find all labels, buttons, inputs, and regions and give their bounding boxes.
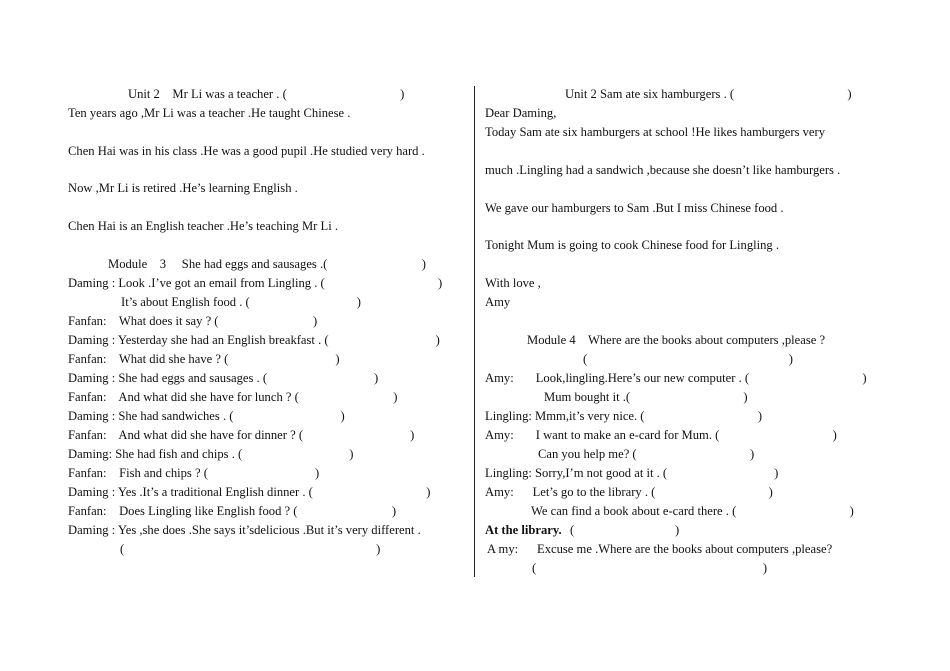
library-heading: At the library. [485,523,562,537]
dialogue-line: Lingling: Mmm,it’s very nice. ( ) [485,409,763,423]
dialogue-line: Lingling: Sorry,I’m not good at it . ( ) [485,466,779,480]
right-module-bracket: ( ) [583,352,793,366]
dialogue-line: Daming : Yesterday she had an English breakfast . ( ) [68,333,440,347]
dialogue-line: Daming : She had sandwiches . ( ) [68,409,345,423]
dialogue-line: Mum bought it .( ) [544,390,748,404]
letter-line: Amy [485,295,511,309]
dialogue-line: A my: Excuse me .Where are the books about computers ,please? [487,542,833,556]
dialogue-line: Fanfan: Does Lingling like English food ? ( ) [68,504,397,518]
left-unit-title: Unit 2 Mr Li was a teacher . ( ) [128,87,405,101]
dialogue-line: Daming : She had eggs and sausages . ( ) [68,371,379,385]
dialogue-line: Fanfan: What does it say ? ( ) [68,314,318,328]
dialogue-line: Daming: She had fish and chips . ( ) [68,447,354,461]
dialogue-line: Daming : Yes ,she does .She says it’sdelicious .But it’s very different . [68,523,421,537]
right-module-title: Module 4 Where are the books about computers ,please ? [527,333,826,347]
left-unit-line: Ten years ago ,Mr Li was a teacher .He taught Chinese . [68,106,351,120]
dialogue-line: Amy: Look,lingling.Here’s our new computer . ( ) [485,371,867,385]
dialogue-line: Fanfan: What did she have ? ( ) [68,352,340,366]
left-unit-line: Now ,Mr Li is retired .He’s learning English . [68,181,298,195]
letter-line: Tonight Mum is going to cook Chinese food for Lingling . [485,238,780,252]
dialogue-line: Amy: I want to make an e-card for Mum. ( ) [485,428,837,442]
column-divider [474,86,475,577]
library-bracket: ( ) [570,523,680,537]
letter-line: Dear Daming, [485,106,557,120]
dialogue-line: It’s about English food . ( ) [121,295,361,309]
letter-line: We gave our hamburgers to Sam .But I miss Chinese food . [485,201,784,215]
dialogue-line: Daming : Yes .It’s a traditional English dinner . ( ) [68,485,431,499]
dialogue-line: Fanfan: And what did she have for lunch ? ( ) [68,390,398,404]
dialogue-line: ( ) [120,542,381,556]
left-unit-line: Chen Hai is an English teacher .He’s teaching Mr Li . [68,219,338,233]
dialogue-line: Fanfan: And what did she have for dinner ? ( ) [68,428,415,442]
letter-line: much .Lingling had a sandwich ,because she doesn’t like hamburgers . [485,163,841,177]
right-unit-title: Unit 2 Sam ate six hamburgers . ( ) [565,87,852,101]
dialogue-line: ( ) [532,561,768,575]
left-unit-line: Chen Hai was in his class .He was a good pupil .He studied very hard . [68,144,425,158]
letter-line: Today Sam ate six hamburgers at school !He likes hamburgers very [485,125,825,139]
letter-line: With love , [485,276,541,290]
left-module-title: Module 3 She had eggs and sausages .( ) [108,257,426,271]
dialogue-line: We can find a book about e-card there . ( ) [531,504,854,518]
dialogue-line: Can you help me? ( ) [538,447,755,461]
dialogue-line: Fanfan: Fish and chips ? ( ) [68,466,320,480]
dialogue-line: Amy: Let’s go to the library . ( ) [485,485,773,499]
dialogue-line: Daming : Look .I’ve got an email from Lingling . ( ) [68,276,443,290]
